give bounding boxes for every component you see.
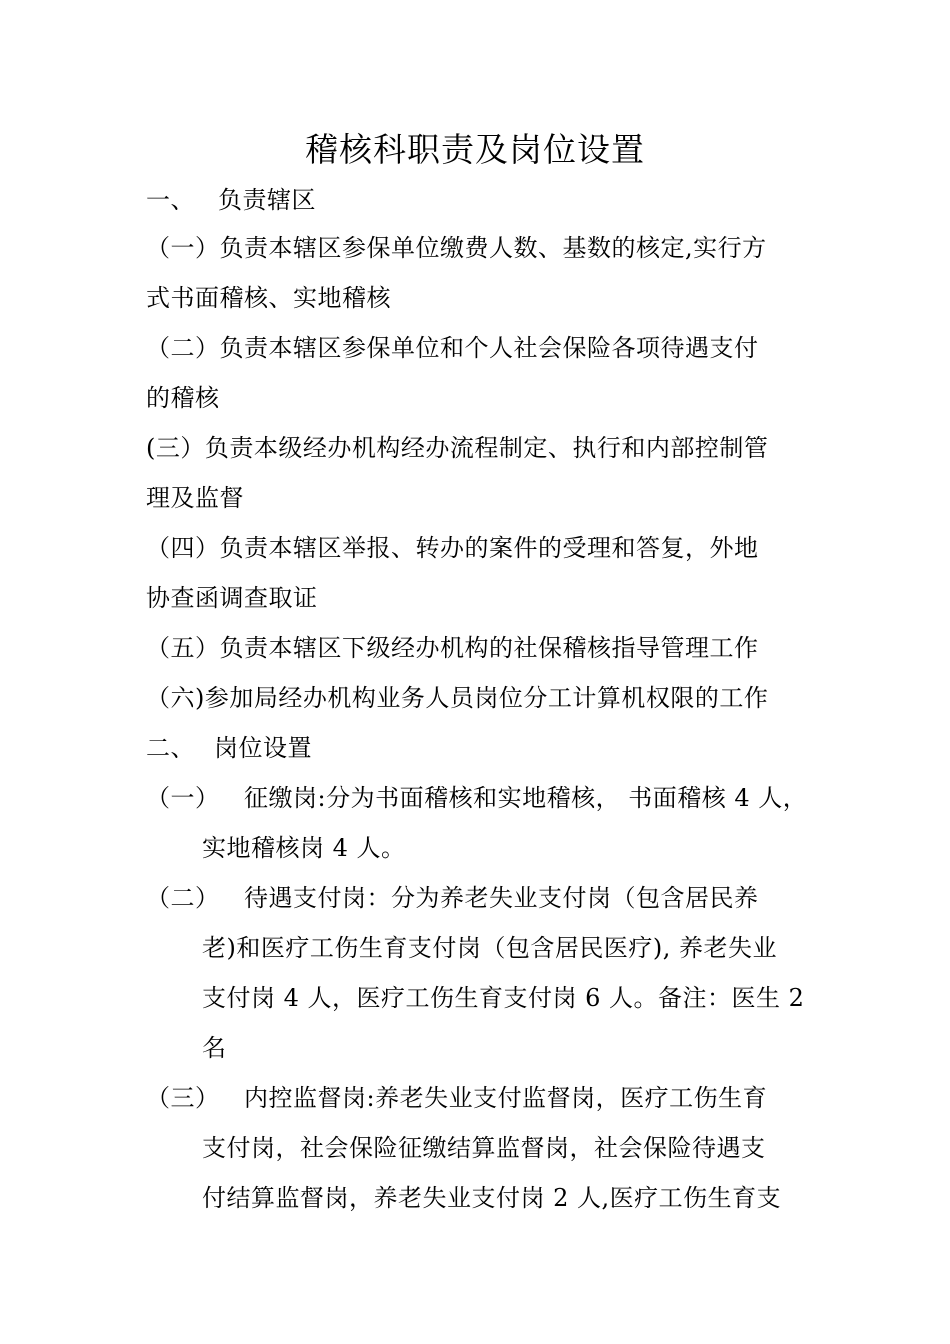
post-item-1-line-1 (146, 780, 807, 816)
duty-item-4-line-1: （四）负责本辖区举报、转办的案件的受理和答复，外地 (146, 534, 759, 562)
post-item-text: 内控监督岗:养老失业支付监督岗，医疗工伤生育 (244, 1084, 768, 1112)
duty-item-1-line-2: 式书面稽核、实地稽核 (146, 284, 391, 312)
section-heading-1 (146, 182, 316, 218)
section-number: 一、 (146, 186, 195, 214)
post-item-number: （三） (146, 1084, 220, 1112)
post-item-3-line-1 (146, 1080, 767, 1116)
section-title: 负责辖区 (218, 186, 316, 214)
duty-item-2-line-2: 的稽核 (146, 384, 220, 412)
duty-item-2-line-1: （二）负责本辖区参保单位和个人社会保险各项待遇支付 (146, 334, 759, 362)
duty-item-3-line-1: (三）负责本级经办机构经办流程制定、执行和内部控制管 (146, 434, 769, 462)
section-number: 二、 (146, 734, 195, 762)
post-item-3-line-2: 支付岗，社会保险征缴结算监督岗，社会保险待遇支 (202, 1134, 766, 1162)
post-item-2-line-1 (146, 880, 759, 916)
section-heading-2 (146, 730, 312, 766)
duty-item-3-line-2: 理及监督 (146, 484, 244, 512)
duty-item-4-line-2: 协查函调查取证 (146, 584, 318, 612)
post-item-2-line-2: 老)和医疗工伤生育支付岗（包含居民医疗), 养老失业 (202, 934, 777, 962)
post-item-number: （一） (146, 784, 220, 812)
section-title: 岗位设置 (214, 734, 312, 762)
duty-item-5-line-1: （五）负责本辖区下级经办机构的社保稽核指导管理工作 (146, 634, 759, 662)
post-item-1-line-2: 实地稽核岗 4 人。 (202, 834, 406, 862)
post-item-3-line-3: 付结算监督岗，养老失业支付岗 2 人,医疗工伤生育支 (202, 1184, 782, 1212)
post-item-number: （二） (146, 884, 220, 912)
post-item-text: 待遇支付岗：分为养老失业支付岗（包含居民养 (244, 884, 759, 912)
post-item-2-line-3: 支付岗 4 人，医疗工伤生育支付岗 6 人。备注：医生 2 (202, 984, 805, 1012)
post-item-text: 征缴岗:分为书面稽核和实地稽核， 书面稽核 4 人， (244, 784, 808, 812)
document-title: 稽核科职责及岗位设置 (305, 130, 645, 169)
duty-item-1-line-1: （一）负责本辖区参保单位缴费人数、基数的核定,实行方 (146, 234, 767, 262)
post-item-2-line-4: 名 (202, 1034, 227, 1062)
duty-item-6-line-1: （六)参加局经办机构业务人员岗位分工计算机权限的工作 (146, 684, 769, 712)
